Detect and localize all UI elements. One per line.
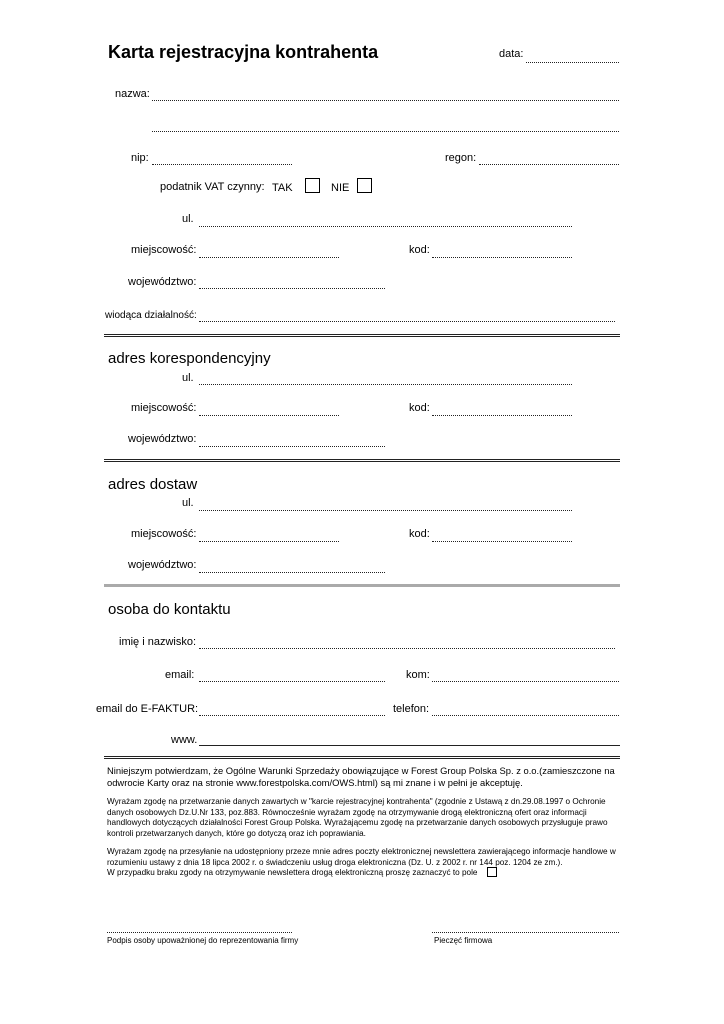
newsletter-consent: Wyrażam zgodę na przesyłanie na udostępniony przeze mnie adres poczty elektronicznej newslettera zawierającego informacje handlowe w rozumieniu ustawy z dnia 18 lipca 2002 r. o świadczeniu usług droga elektroniczna (Dz. U. z 2002 r. nr 144 poz. 1204 ze zm.). <box>107 847 616 867</box>
activity-label: wiodąca działalność: <box>105 310 197 321</box>
www-field[interactable] <box>199 745 620 746</box>
del-zip-field[interactable] <box>432 541 572 542</box>
newsletter-optout-text: W przypadku braku zgody na otrzymywanie newslettera drogą elektroniczną proszę zaznaczyć to pole <box>107 868 478 877</box>
name-field[interactable] <box>152 100 619 101</box>
phone-field[interactable] <box>432 715 619 716</box>
corr-city-field[interactable] <box>199 415 339 416</box>
del-province-label: województwo: <box>128 559 197 571</box>
corr-zip-label: kod: <box>409 402 430 414</box>
del-street-label: ul. <box>182 497 194 509</box>
activity-field[interactable] <box>199 321 615 322</box>
phone-label: telefon: <box>393 703 430 715</box>
corr-city-label: miejscowość: <box>131 402 197 414</box>
section-divider <box>104 584 620 587</box>
newsletter-optout-checkbox[interactable] <box>487 867 497 877</box>
del-city-field[interactable] <box>199 541 339 542</box>
terms-statement: Niniejszym potwierdzam, że Ogólne Warunki Sprzedaży obowiązujące w Forest Group Polska Sp. z o.o.(zamieszczone na odwrocie Karty oraz na stronie www.forestpolska.com/OWS.html) są mi znane i w pełni je akceptuję. <box>107 765 615 788</box>
contact-name-label: imię i nazwisko: <box>119 636 197 648</box>
mobile-field[interactable] <box>432 681 619 682</box>
einvoice-field[interactable] <box>199 715 385 716</box>
del-province-field[interactable] <box>199 572 385 573</box>
delivery-heading: adres dostaw <box>108 476 198 493</box>
section-divider <box>104 756 620 759</box>
correspondence-heading: adres korespondencyjny <box>108 350 271 367</box>
street-field[interactable] <box>199 226 572 227</box>
form-title: Karta rejestracyjna kontrahenta <box>108 42 379 62</box>
stamp-line[interactable] <box>432 932 619 933</box>
zip-label: kod: <box>409 244 430 256</box>
corr-street-field[interactable] <box>199 384 572 385</box>
date-field[interactable] <box>526 62 619 63</box>
mobile-label: kom: <box>406 669 430 681</box>
www-label: www. <box>171 734 198 746</box>
corr-zip-field[interactable] <box>432 415 572 416</box>
corr-street-label: ul. <box>182 372 194 384</box>
email-field[interactable] <box>199 681 385 682</box>
einvoice-label: email do E-FAKTUR: <box>96 703 199 715</box>
nip-field[interactable] <box>152 164 292 165</box>
signature-caption: Podpis osoby upoważnionej do reprezentowania firmy <box>107 936 299 945</box>
regon-label: regon: <box>445 152 477 164</box>
name-field-line2[interactable] <box>152 131 619 132</box>
section-divider <box>104 334 620 337</box>
vat-no-checkbox[interactable] <box>357 178 372 193</box>
corr-province-field[interactable] <box>199 446 385 447</box>
del-zip-label: kod: <box>409 528 430 540</box>
vat-yes-label: TAK <box>272 182 293 194</box>
corr-province-label: województwo: <box>128 433 197 445</box>
zip-field[interactable] <box>432 257 572 258</box>
nip-label: nip: <box>131 152 149 164</box>
stamp-caption: Pieczęć firmowa <box>434 936 493 945</box>
vat-yes-checkbox[interactable] <box>305 178 320 193</box>
signature-line[interactable] <box>107 932 292 933</box>
name-label: nazwa: <box>115 88 150 100</box>
vat-label: podatnik VAT czynny: <box>160 181 265 193</box>
date-label: data: <box>499 48 524 60</box>
vat-no-label: NIE <box>331 182 350 194</box>
province-label: województwo: <box>128 276 197 288</box>
province-field[interactable] <box>199 288 385 289</box>
del-city-label: miejscowość: <box>131 528 197 540</box>
section-divider <box>104 459 620 462</box>
regon-field[interactable] <box>479 164 619 165</box>
email-label: email: <box>165 669 195 681</box>
city-label: miejscowość: <box>131 244 197 256</box>
contact-heading: osoba do kontaktu <box>108 601 231 618</box>
street-label: ul. <box>182 213 194 225</box>
city-field[interactable] <box>199 257 339 258</box>
del-street-field[interactable] <box>199 510 572 511</box>
data-consent: Wyrażam zgodę na przetwarzanie danych zawartych w "karcie rejestracyjnej kontrahenta" (zgodnie z Ustawą z dn.29.08.1997 o Ochronie danych osobowych Dz.U.Nr 133, poz.883. Równocześnie wyrażam zgodę na otrzymywanie drogą elektroniczną ofert oraz informacji handlowych dotyczących działalności Forest Group Polska. Wyrażającemu zgodę na przetwarzanie danych osobowych przysługuje prawo kontroli przetwarzanych danych, które go dotyczą oraz ich poprawiania. <box>107 797 608 838</box>
contact-name-field[interactable] <box>199 648 615 649</box>
